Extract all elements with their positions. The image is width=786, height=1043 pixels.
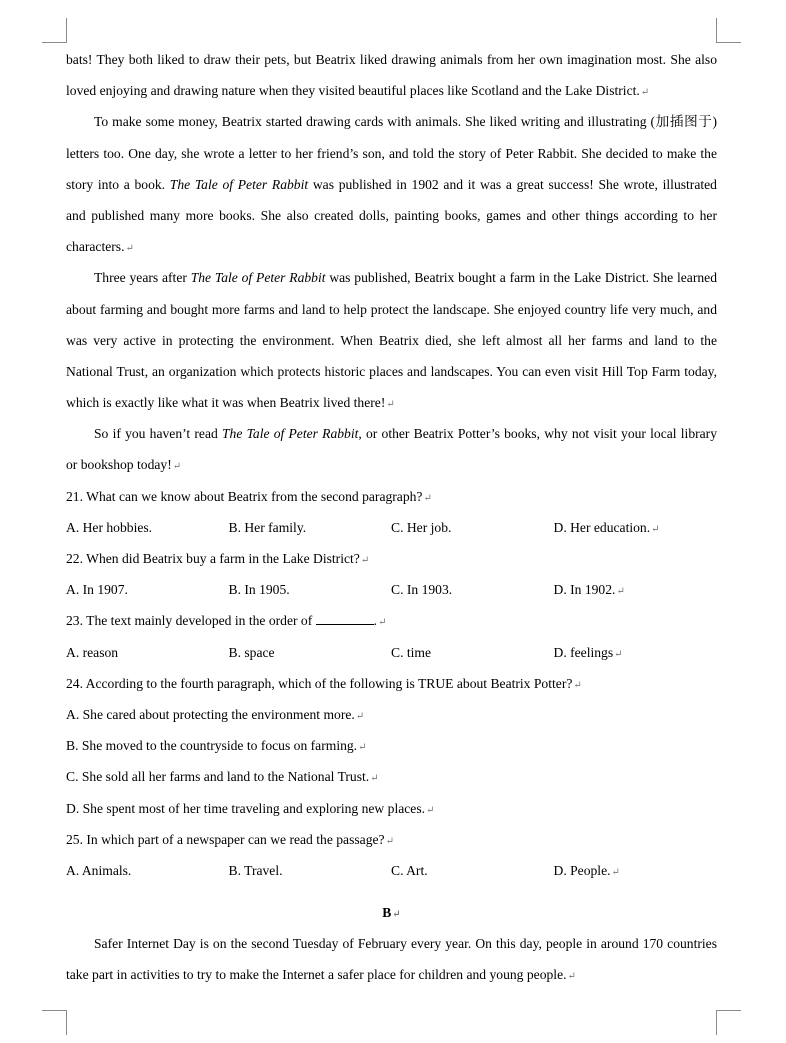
page-corner-mark-bottom-left xyxy=(42,1010,67,1035)
paragraph-1-line-1: bats! They both liked to draw their pets, but Beatrix liked drawing animals from her own imagination most. She also xyxy=(66,52,717,67)
paragraph-mark: ↵ xyxy=(125,243,134,255)
question-22-stem xyxy=(66,543,717,574)
question-text-end: . xyxy=(373,613,378,629)
option-d-text: D. feelings xyxy=(553,644,614,660)
option-d xyxy=(554,637,717,668)
option-b: B. Her family. xyxy=(228,519,307,535)
option-text: B. She moved to the countryside to focus on farming. xyxy=(66,738,358,754)
question-text: 25. In which part of a newspaper can we read the passage? xyxy=(66,831,385,847)
paragraph-3-line-1 xyxy=(66,262,717,293)
paragraph-2-text: characters. xyxy=(66,239,125,255)
question-25-stem xyxy=(66,824,717,855)
book-title: The Tale of Peter Rabbit xyxy=(190,270,326,286)
text-run: was published, Beatrix bought a farm in the Lake District. She learned xyxy=(325,270,717,286)
option-b: B. Travel. xyxy=(228,862,283,878)
question-23-options xyxy=(66,637,717,668)
answer-blank xyxy=(316,610,374,625)
paragraph-3-text: which is exactly like what it was when Beatrix lived there! xyxy=(66,395,386,411)
option-d xyxy=(554,855,717,886)
paragraph-2-line-2: letters too. One day, she wrote a letter to her friend’s son, and told the story of Peter Rabbit. She decided to make the xyxy=(66,145,717,161)
option-d-text: D. Her education. xyxy=(553,519,651,535)
paragraph-mark: ↵ xyxy=(426,804,435,816)
page-corner-mark-bottom-right xyxy=(716,1010,741,1035)
text-run: Three years after xyxy=(94,270,191,286)
option-b: B. space xyxy=(228,644,275,660)
option-text: D. She spent most of her time traveling and exploring new places. xyxy=(66,800,426,816)
paragraph-2-line-1: To make some money, Beatrix started drawing cards with animals. She liked writing and illustrating (加插图于) xyxy=(94,114,717,130)
text-run: was published in 1902 and it was a great success! She wrote, illustrated xyxy=(308,176,717,192)
option-a: A. In 1907. xyxy=(66,582,128,598)
question-text: 24. According to the fourth paragraph, which of the following is TRUE about Beatrix Potter? xyxy=(66,675,573,691)
paragraph-3-line-4: National Trust, an organization which protects historic places and landscapes. You can even visit Hill Top Farm today, xyxy=(66,363,717,379)
document-body xyxy=(66,44,717,991)
paragraph-4-line-2 xyxy=(66,449,717,480)
question-22-options xyxy=(66,574,717,605)
paragraph-mark: ↵ xyxy=(423,492,432,504)
paragraph-mark: ↵ xyxy=(358,742,367,754)
option-d-text: D. People. xyxy=(553,862,611,878)
text-run: , or other Beatrix Potter’s books, why not visit your local library xyxy=(358,426,718,442)
question-text: 23. The text mainly developed in the order of xyxy=(66,613,316,629)
paragraph-1-line-2 xyxy=(66,75,717,106)
paragraph-2-line-4: and published many more books. She also created dolls, painting books, games and other things according to her xyxy=(66,207,717,223)
text-run: So if you haven’t read xyxy=(94,426,222,442)
question-24-option-a xyxy=(66,699,717,730)
section-b-line-1: Safer Internet Day is on the second Tuesday of February every year. On this day, people in around 170 countries xyxy=(94,936,717,952)
option-c: C. Her job. xyxy=(391,519,452,535)
page-corner-mark-top-right xyxy=(716,18,741,43)
paragraph-2-line-3 xyxy=(66,169,717,200)
paragraph-1-text: loved enjoying and drawing nature when they visited beautiful places like Scotland and the Lake District. xyxy=(66,83,640,99)
option-a: A. Her hobbies. xyxy=(66,519,153,535)
question-24-option-c xyxy=(66,761,717,792)
question-25-options xyxy=(66,855,717,886)
option-c: C. time xyxy=(391,644,432,660)
question-text: 21. What can we know about Beatrix from the second paragraph? xyxy=(66,488,423,504)
book-title: The Tale of Peter Rabbit xyxy=(222,426,359,442)
paragraph-3-line-3: was very active in protecting the environment. When Beatrix died, she left almost all her farms and land to the xyxy=(66,332,717,348)
option-text: A. She cared about protecting the environment more. xyxy=(66,706,355,722)
question-21-stem xyxy=(66,481,717,512)
option-c: C. In 1903. xyxy=(391,582,453,598)
option-d xyxy=(554,574,717,605)
paragraph-mark: ↵ xyxy=(614,648,623,660)
section-heading xyxy=(66,897,717,928)
question-23-stem xyxy=(66,605,717,636)
option-a: A. reason xyxy=(66,644,119,660)
paragraph-mark: ↵ xyxy=(611,866,620,878)
paragraph-mark: ↵ xyxy=(355,710,365,722)
option-a: A. Animals. xyxy=(66,862,132,878)
paragraph-mark: ↵ xyxy=(360,555,370,566)
paragraph-mark: ↵ xyxy=(386,399,395,411)
section-heading-text: B xyxy=(382,905,392,921)
paragraph-mark: ↵ xyxy=(573,679,582,691)
paragraph-mark: ↵ xyxy=(385,835,394,847)
paragraph-mark: ↵ xyxy=(172,461,182,473)
question-24-option-d xyxy=(66,793,717,824)
paragraph-mark: ↵ xyxy=(392,909,401,921)
paragraph-mark: ↵ xyxy=(616,586,625,598)
book-title: The Tale of Peter Rabbit xyxy=(169,176,309,192)
text-run: story into a book. xyxy=(66,176,170,192)
paragraph-mark: ↵ xyxy=(651,523,660,535)
question-24-stem xyxy=(66,668,717,699)
option-d-text: D. In 1902. xyxy=(553,582,616,598)
question-24-option-b xyxy=(66,730,717,761)
paragraph-mark: ↵ xyxy=(370,773,379,785)
option-text: C. She sold all her farms and land to the National Trust. xyxy=(66,769,370,785)
paragraph-4-line-1 xyxy=(66,418,717,449)
page-corner-mark-top-left xyxy=(42,18,67,43)
question-text: 22. When did Beatrix buy a farm in the Lake District? xyxy=(66,551,360,566)
paragraph-mark: ↵ xyxy=(640,87,650,99)
section-b-text: take part in activities to try to make the Internet a safer place for children and young people. xyxy=(66,967,567,983)
paragraph-3-line-2: about farming and bought more farms and land to help protect the landscape. She enjoyed country life very much, and xyxy=(66,301,717,317)
option-c: C. Art. xyxy=(391,862,428,878)
option-d xyxy=(554,512,717,543)
paragraph-3-line-5 xyxy=(66,387,717,418)
question-21-options xyxy=(66,512,717,543)
paragraph-mark: ↵ xyxy=(567,971,576,983)
section-b-line-2 xyxy=(66,959,717,990)
option-b: B. In 1905. xyxy=(228,582,290,598)
paragraph-mark: ↵ xyxy=(378,617,387,629)
paragraph-4-text: or bookshop today! xyxy=(66,457,172,473)
paragraph-2-line-5 xyxy=(66,231,717,262)
